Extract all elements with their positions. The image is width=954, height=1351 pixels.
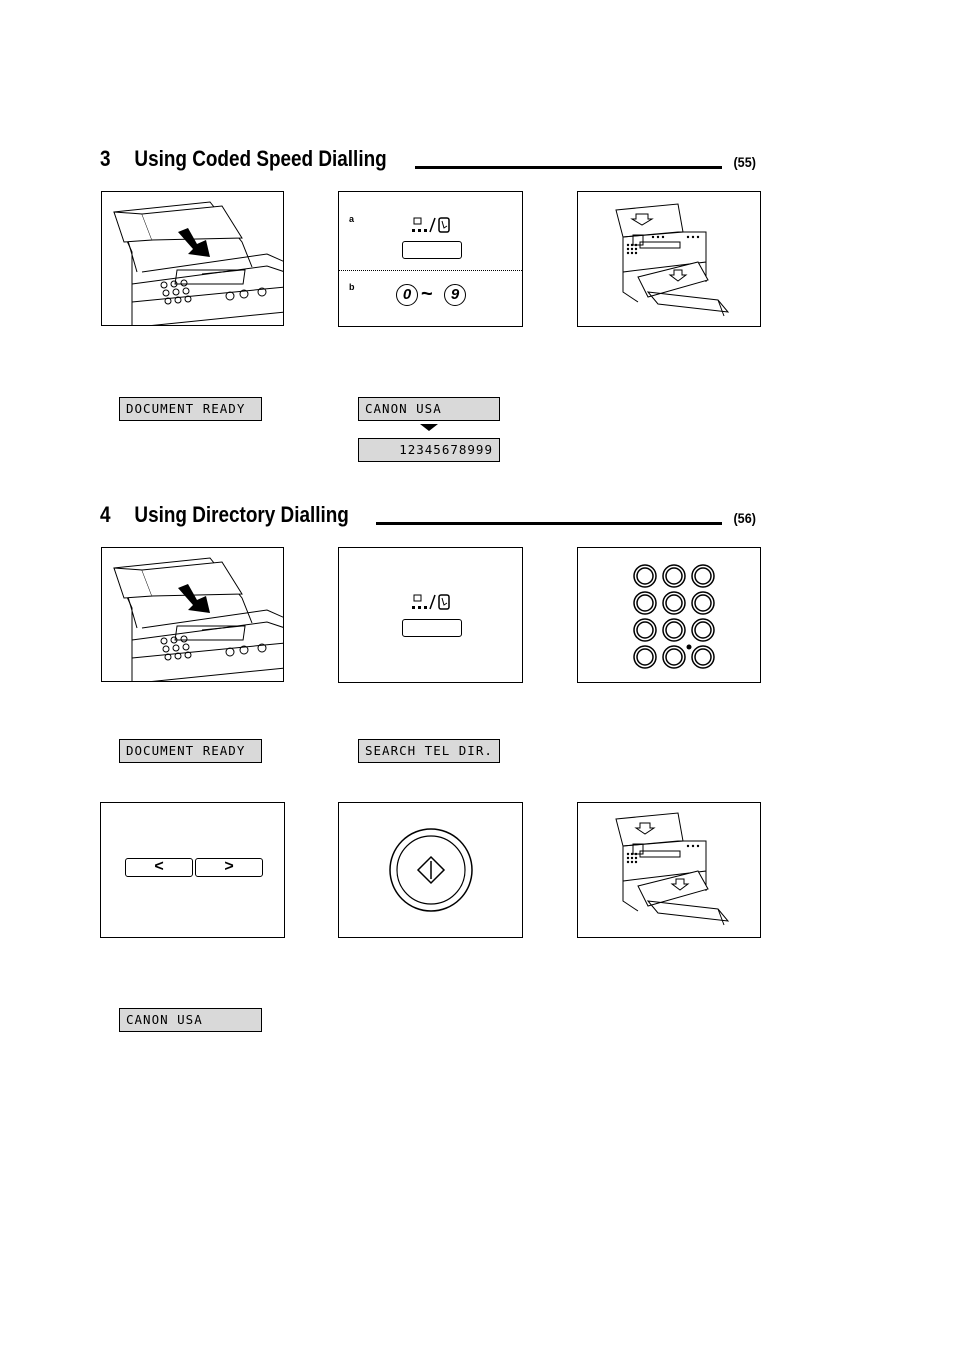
lcd-search-tel-dir: SEARCH TEL DIR. <box>358 739 500 763</box>
section4-page-ref: (56) <box>733 510 756 526</box>
section3-title: Using Coded Speed Dialling <box>134 146 387 171</box>
section3-rule <box>415 166 722 169</box>
keypad-row-3 <box>634 619 714 641</box>
fax-sending-illustration-2 <box>577 802 761 938</box>
step-b-label: b <box>349 282 355 292</box>
arrow-keys-panel <box>100 802 285 938</box>
directory-dial-icon <box>339 548 523 618</box>
digit-zero-key[interactable]: 0 <box>396 284 418 306</box>
range-tilde: ~ <box>421 283 433 305</box>
load-document-illustration-2 <box>101 547 284 682</box>
step-divider <box>339 270 522 271</box>
section4-rule <box>376 522 722 525</box>
step-a-label: a <box>349 214 355 224</box>
start-key-panel <box>338 802 523 938</box>
section4-title: Using Directory Dialling <box>134 502 349 527</box>
numeric-keypad-illustration <box>577 547 761 683</box>
directory-button[interactable] <box>402 619 462 637</box>
arrow-down-icon <box>420 424 438 432</box>
previous-arrow-button[interactable]: < <box>125 858 193 877</box>
lcd-canon-usa-2: CANON USA <box>119 1008 262 1032</box>
section4-heading <box>100 502 349 528</box>
load-document-illustration <box>101 191 284 326</box>
section3-number: 3 <box>100 146 111 171</box>
lcd-document-ready-2: DOCUMENT READY <box>119 739 262 763</box>
section3-page-ref: (55) <box>733 154 756 170</box>
lcd-canon-usa: CANON USA <box>358 397 500 421</box>
keypad-row-1 <box>634 565 714 587</box>
keypad-row-4 <box>634 646 714 668</box>
coded-dial-icon <box>339 192 523 272</box>
lcd-document-ready: DOCUMENT READY <box>119 397 262 421</box>
section4-number: 4 <box>100 502 111 527</box>
keypad-row-2 <box>634 592 714 614</box>
fax-sending-illustration <box>577 191 761 327</box>
lcd-phone-number: 12345678999 <box>358 438 500 462</box>
next-arrow-button[interactable]: > <box>195 858 263 877</box>
coded-dial-keys-panel <box>338 191 523 327</box>
section3-heading <box>100 146 387 172</box>
directory-key-panel <box>338 547 523 683</box>
digit-nine-key[interactable]: 9 <box>444 284 466 306</box>
coded-dial-button[interactable] <box>402 241 462 259</box>
start-button-icon[interactable] <box>339 803 523 938</box>
